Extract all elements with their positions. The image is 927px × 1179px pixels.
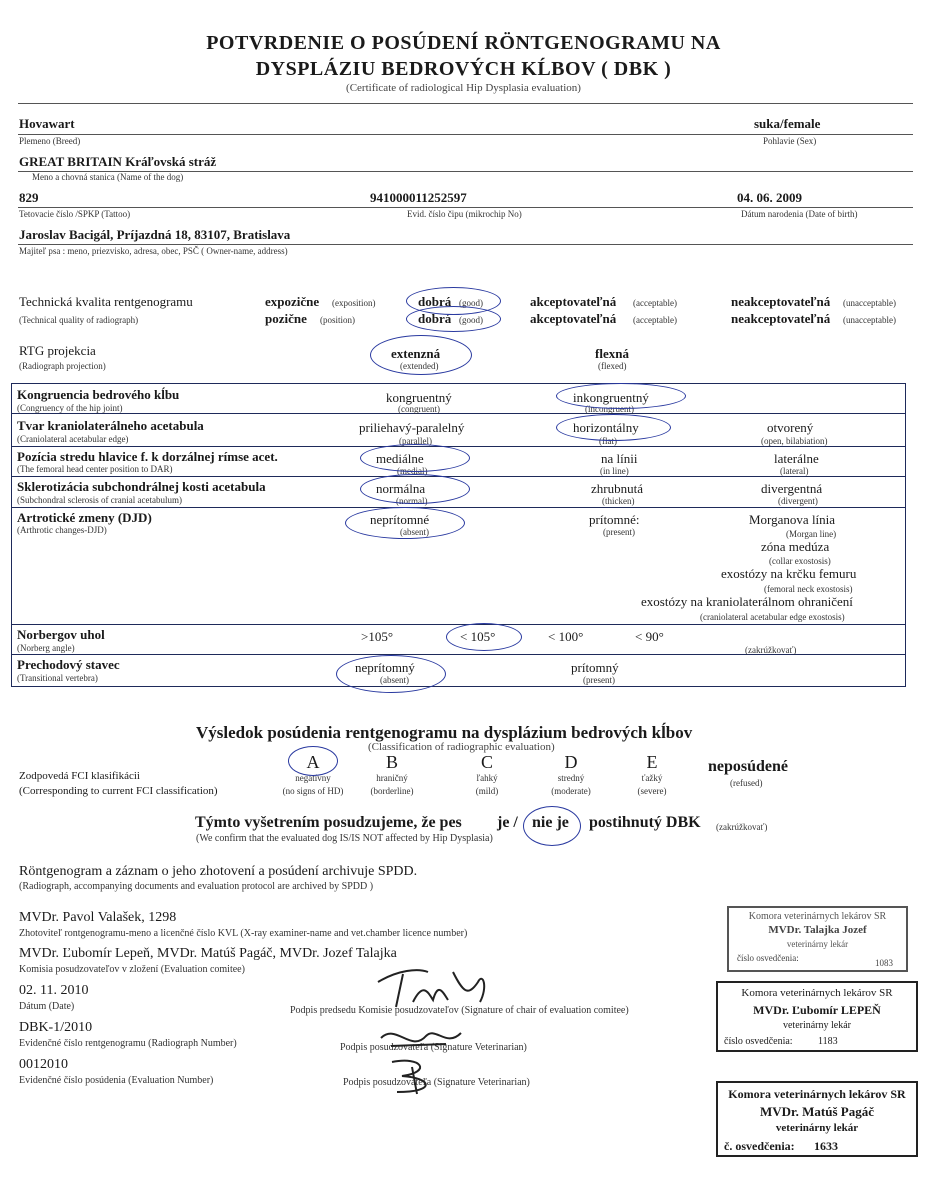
- grade-letter: A: [306, 752, 320, 772]
- exposition-label-en: (exposition): [332, 298, 376, 308]
- exposition-unacceptable: neakceptovateľná: [731, 294, 831, 309]
- divider: [18, 244, 913, 245]
- divergent-option: divergentná: [761, 481, 823, 496]
- acetabular-edge-label-en: (Craniolateral acetabular edge): [17, 434, 129, 444]
- open-option-en: (open, bilabiation): [761, 436, 828, 446]
- grid-line: [11, 413, 906, 414]
- dob-value: 04. 06. 2009: [737, 190, 802, 205]
- flat-circle: [556, 414, 671, 441]
- sex-value: suka/female: [754, 116, 821, 131]
- stamp-vet-title: veterinárny lekár: [775, 1122, 859, 1134]
- vet2-signature: [382, 1052, 452, 1098]
- confirm-text: Týmto vyšetrením posudzujeme, že pes: [195, 814, 462, 831]
- dog-name-value: GREAT BRITAIN Kráľovská stráž: [19, 154, 217, 169]
- morgan-line-option: Morganova línia: [749, 512, 836, 527]
- normal-option-en: (normal): [396, 496, 428, 506]
- commission-label: Komisia posudzovateľov v zložení (Evaluation comitee): [19, 964, 245, 975]
- in-line-option: na línii: [601, 451, 638, 466]
- stamp-talajka: [727, 906, 908, 972]
- djd-absent-option-en: (absent): [400, 527, 429, 537]
- chip-label: Evid. číslo čipu (mikrochip No): [407, 209, 522, 219]
- transitional-present-option: prítomný: [571, 660, 619, 675]
- owner-value: Jaroslav Bacigál, Príjazdná 18, 83107, Bratislava: [19, 227, 291, 242]
- owner-label: Majiteľ psa : meno, priezvisko, adresa, obec, PSČ ( Owner-name, address): [19, 246, 288, 256]
- chair-signature: [368, 962, 498, 1012]
- position-unacceptable: neakceptovateľná: [731, 311, 831, 326]
- normal-option: normálna: [376, 481, 426, 496]
- fci-label: Zodpovedá FCI klasifikácii: [19, 770, 140, 782]
- confirm-circle-note: (zakrúžkovať): [716, 822, 768, 832]
- congruent-option: kongruentný: [386, 390, 452, 405]
- stamp-vet-name: MVDr. Matúš Pagáč: [760, 1104, 874, 1119]
- stamp-vet-title: veterinárny lekár: [786, 939, 849, 949]
- flat-option: horizontálny: [573, 420, 639, 435]
- stamp-cert-number: 1183: [818, 1036, 838, 1047]
- stamp-cert-number: 1633: [814, 1139, 838, 1153]
- sex-label: Pohlavie (Sex): [763, 136, 817, 146]
- grade-name-en: (mild): [475, 786, 499, 796]
- projection-label-en: (Radiograph projection): [19, 361, 106, 371]
- norberg-label: Norbergov uhol: [17, 627, 105, 642]
- norberg-label-en: (Norberg angle): [17, 643, 75, 653]
- projection-extended-circle: [370, 335, 472, 375]
- result-heading: Výsledok posúdenia rentgenogramu na dysplázium bedrových kĺbov: [196, 723, 693, 742]
- djd-absent-option: neprítomné: [370, 512, 430, 527]
- grade-name-en: (borderline): [370, 786, 414, 796]
- result-heading-en: (Classification of radiographic evaluation): [368, 741, 555, 753]
- sclerosis-label: Sklerotizácia subchondrálnej kosti acetabula: [17, 479, 266, 494]
- position-label: pozične: [265, 311, 307, 326]
- refused-option: neposúdené: [708, 758, 789, 775]
- transitional-label: Prechodový stavec: [17, 657, 120, 672]
- grade-name: ľahký: [476, 773, 498, 783]
- doc-title-line2: DYSPLÁZIU BEDROVÝCH KĹBOV ( DBK ): [255, 58, 672, 80]
- djd-label: Artrotické zmeny (DJD): [17, 510, 152, 525]
- grid-line: [11, 507, 906, 508]
- transitional-absent-circle: [336, 655, 446, 693]
- breed-label: Plemeno (Breed): [19, 136, 81, 146]
- medial-option: mediálne: [376, 451, 424, 466]
- stamp-chamber: Komora veterinárnych lekárov SR: [748, 911, 887, 922]
- dog-name-label: Meno a chovná stanica (Name of the dog): [32, 172, 184, 182]
- date-label: Dátum (Date): [19, 1001, 75, 1012]
- stamp-cert-number: 1083: [875, 958, 893, 968]
- transitional-absent-option-en: (absent): [380, 675, 409, 685]
- position-label-en: (position): [320, 315, 355, 325]
- archive-text-en: (Radiograph, accompanying documents and evaluation protocol are archived by SPDD ): [19, 881, 374, 892]
- norberg-under-105-circle: [446, 623, 522, 651]
- incongruent-option-en: (incongruent): [585, 404, 634, 414]
- exposition-acceptable: akceptovateľná: [530, 294, 617, 309]
- examiner-label: Zhotoviteľ rontgenogramu-meno a licenčné číslo KVL (X-ray examiner-name and vet.chamber licence number): [19, 928, 468, 939]
- acetabular-edge-label: Tvar kraniolaterálneho acetabula: [17, 418, 204, 433]
- medial-option-en: (medial): [397, 466, 428, 476]
- grid-line: [11, 446, 906, 447]
- exposition-unacceptable-en: (unacceptable): [843, 298, 896, 308]
- norberg-under-100: < 100°: [548, 629, 584, 644]
- grade-name: hraničný: [376, 773, 408, 783]
- femoral-neck-option-en: (femoral neck exostosis): [764, 584, 853, 594]
- grade-letter: C: [480, 752, 493, 772]
- transitional-absent-option: neprítomný: [355, 660, 415, 675]
- tattoo-value: 829: [19, 190, 39, 205]
- is-not-circle: [523, 806, 581, 846]
- congruency-label: Kongruencia bedrového kĺbu: [17, 387, 180, 402]
- thicken-option: zhrubnutá: [591, 481, 643, 496]
- acetabular-edge-exostosis-option: exostózy na kraniolaterálnom ohraničení: [641, 594, 853, 609]
- position-unacceptable-en: (unacceptable): [843, 315, 896, 325]
- morgan-line-option-en: (Morgan line): [786, 529, 837, 539]
- refused-option-en: (refused): [730, 778, 763, 788]
- incongruent-circle: [556, 383, 686, 409]
- projection-extended-en: (extended): [400, 361, 439, 371]
- collar-exostosis-option: zóna medúza: [761, 539, 830, 554]
- position-good: dobrá: [418, 311, 452, 326]
- stamp-vet-name: MVDr. Talajka Jozef: [768, 924, 867, 936]
- grade-name: ťažký: [641, 773, 663, 783]
- exposition-good: dobrá: [418, 294, 452, 309]
- quality-label: Technická kvalita rentgenogramu: [19, 294, 193, 309]
- confirm-is-not: nie je: [532, 814, 569, 831]
- grade-name: stredný: [557, 773, 585, 783]
- transitional-label-en: (Transitional vertebra): [17, 673, 98, 683]
- grid-line: [11, 476, 906, 477]
- chip-value: 941000011252597: [370, 190, 467, 205]
- collar-exostosis-option-en: (collar exostosis): [769, 556, 831, 566]
- lateral-option-en: (lateral): [780, 466, 809, 476]
- thicken-option-en: (thicken): [602, 496, 635, 506]
- exposition-good-en: (good): [459, 298, 483, 308]
- position-acceptable: akceptovateľná: [530, 311, 617, 326]
- in-line-option-en: (in line): [600, 466, 629, 476]
- parallel-option-en: (parallel): [399, 436, 432, 446]
- stamp-cert-label: číslo osvedčenia:: [724, 1036, 793, 1047]
- doc-subtitle: (Certificate of radiological Hip Dysplasia evaluation): [346, 82, 581, 94]
- projection-label: RTG projekcia: [19, 343, 96, 358]
- parallel-option: priliehavý-paralelný: [359, 420, 465, 435]
- djd-absent-circle: [345, 507, 465, 539]
- djd-present-option: prítomné:: [589, 512, 640, 527]
- grade-letter: B: [385, 752, 398, 772]
- open-option: otvorený: [767, 420, 814, 435]
- divider: [18, 103, 913, 104]
- head-position-label: Pozícia stredu hlavice f. k dorzálnej rímse acet.: [17, 449, 278, 464]
- stamp-cert-label: č. osvedčenia:: [724, 1139, 795, 1153]
- examiner-value: MVDr. Pavol Valašek, 1298: [19, 910, 177, 925]
- congruency-label-en: (Congruency of the hip joint): [17, 403, 123, 413]
- projection-flexed: flexná: [595, 346, 629, 361]
- tattoo-label: Tetovacie číslo /SPKP (Tattoo): [19, 209, 131, 219]
- grade-name-en: (moderate): [551, 786, 591, 796]
- grade-name-en: (severe): [637, 786, 667, 796]
- breed-value: Hovawart: [19, 116, 75, 131]
- grade-name-en: (no signs of HD): [282, 786, 344, 796]
- commission-value: MVDr. Ľubomír Lepeň, MVDr. Matúš Pagáč, MVDr. Jozef Talajka: [19, 946, 397, 961]
- stamp-chamber: Komora veterinárnych lekárov SR: [741, 987, 893, 999]
- grade-letter: D: [564, 752, 578, 772]
- dob-label: Dátum narodenia (Date of birth): [741, 209, 858, 219]
- xray-number-value: DBK-1/2010: [19, 1020, 93, 1035]
- position-good-circle: [406, 306, 501, 332]
- evaluation-number-value: 0012010: [19, 1057, 68, 1072]
- stamp-lepen: [716, 981, 918, 1052]
- stamp-chamber: Komora veterinárnych lekárov SR: [728, 1087, 906, 1101]
- transitional-present-option-en: (present): [583, 675, 615, 685]
- grade-name: negatívny: [295, 773, 331, 783]
- position-good-en: (good): [459, 315, 483, 325]
- grade-a-circle: [288, 746, 338, 776]
- stamp-pagac: [716, 1081, 918, 1157]
- fci-label-en: (Corresponding to current FCI classification): [19, 785, 218, 797]
- femoral-neck-option: exostózy na krčku femuru: [721, 566, 857, 581]
- divider: [18, 134, 913, 135]
- stamp-vet-name: MVDr. Ľubomír LEPEŇ: [753, 1003, 881, 1017]
- chair-signature-label: Podpis predsedu Komisie posudzovateľov (Signature of chair of evaluation comitee): [290, 1005, 629, 1016]
- head-position-label-en: (The femoral head center position to DAR): [17, 464, 173, 474]
- norberg-under-105: < 105°: [460, 629, 496, 644]
- confirm-is: je /: [497, 814, 518, 831]
- divergent-option-en: (divergent): [778, 496, 818, 506]
- norberg-under-90: < 90°: [635, 629, 664, 644]
- flat-option-en: (flat): [599, 436, 617, 446]
- norberg-over-105: >105°: [361, 629, 394, 644]
- confirm-affected: postihnutý DBK: [589, 814, 701, 831]
- doc-title-line1: POTVRDENIE O POSÚDENÍ RÖNTGENOGRAMU NA: [206, 32, 721, 54]
- divider: [18, 207, 913, 208]
- exposition-acceptable-en: (acceptable): [633, 298, 677, 308]
- exposition-label: expozične: [265, 294, 320, 309]
- norberg-circle-note: (zakrúžkovať): [745, 645, 797, 655]
- projection-extended: extenzná: [391, 346, 441, 361]
- grade-letter: E: [646, 752, 658, 772]
- incongruent-option: inkongruentný: [573, 390, 649, 405]
- sclerosis-label-en: (Subchondral sclerosis of cranial acetabulum): [17, 495, 182, 505]
- grid-line: [11, 624, 906, 625]
- evaluation-number-label: Evidenčné číslo posúdenia (Evaluation Number): [19, 1075, 214, 1086]
- projection-flexed-en: (flexed): [598, 361, 627, 371]
- lateral-option: laterálne: [774, 451, 819, 466]
- normal-circle: [360, 474, 470, 504]
- acetabular-edge-exostosis-option-en: (craniolateral acetabular edge exostosis): [700, 612, 845, 622]
- confirm-text-en: (We confirm that the evaluated dog IS/IS NOT affected by Hip Dysplasia): [196, 833, 493, 844]
- vet1-signature-label: Podpis posudzovateľa (Signature Veterinarian): [340, 1042, 527, 1053]
- congruent-option-en: (congruent): [398, 404, 440, 414]
- stamp-cert-label: číslo osvedčenia:: [737, 953, 799, 963]
- quality-label-en: (Technical quality of radiograph): [19, 315, 139, 325]
- stamp-vet-title: veterinárny lekár: [782, 1020, 852, 1031]
- djd-label-en: (Arthrotic changes-DJD): [17, 525, 107, 535]
- vet2-signature-label: Podpis posudzovateľa (Signature Veterinarian): [343, 1077, 530, 1088]
- date-value: 02. 11. 2010: [19, 983, 89, 998]
- medial-circle: [360, 444, 470, 472]
- position-acceptable-en: (acceptable): [633, 315, 677, 325]
- archive-text: Röntgenogram a záznam o jeho zhotovení a posúdení archivuje SPDD.: [19, 864, 418, 879]
- xray-number-label: Evidenčné číslo rentgenogramu (Radiograph Number): [19, 1038, 237, 1049]
- djd-present-option-en: (present): [603, 527, 635, 537]
